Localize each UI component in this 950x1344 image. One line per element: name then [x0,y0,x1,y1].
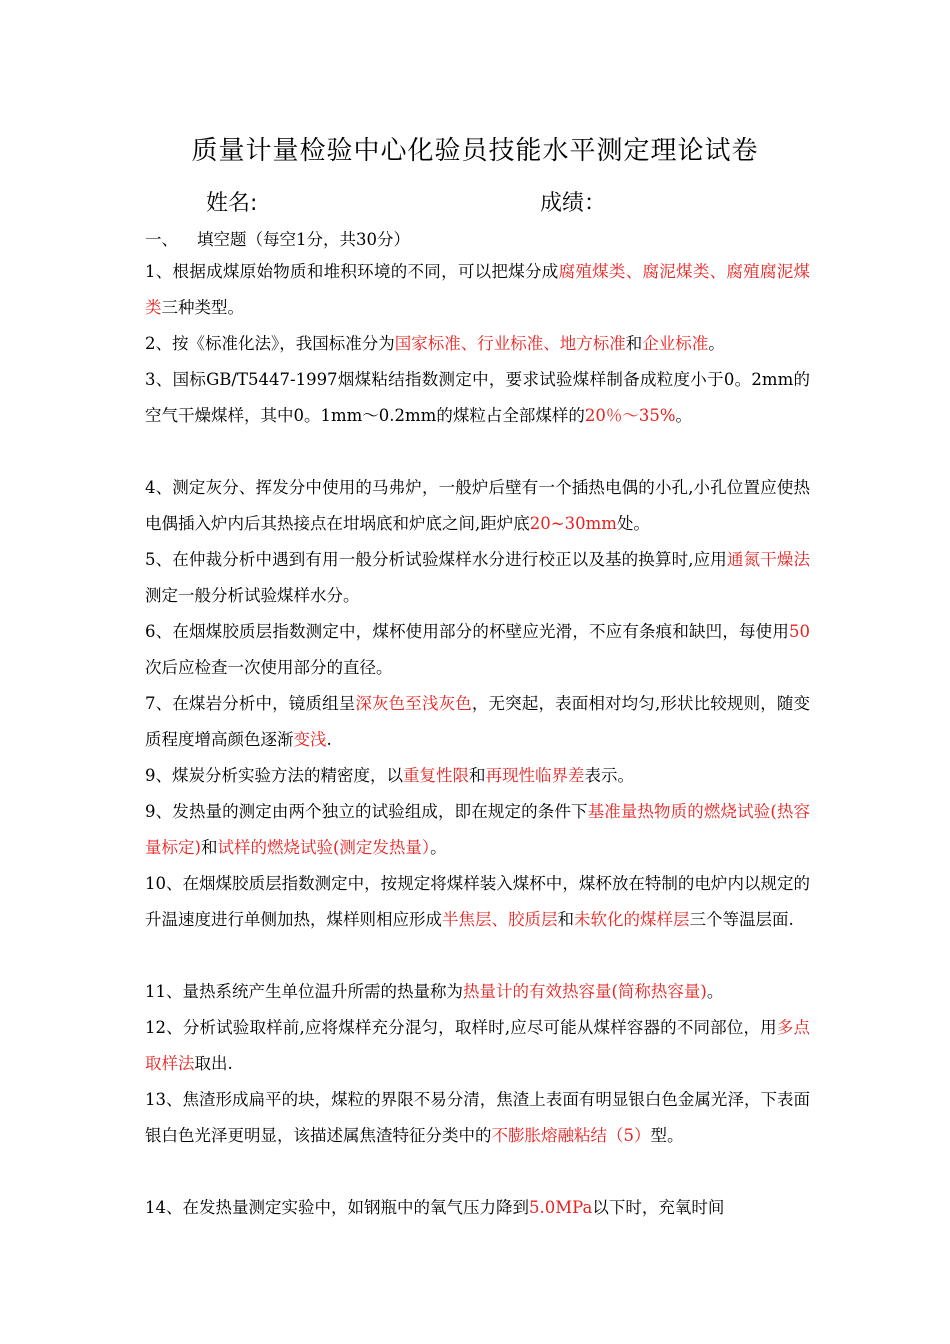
question-text: 3、国标GB/T5447-1997烟煤粘结指数测定中，要求试验煤样制备成粒度小于0。2mm的空气干燥煤样，其中0。1mm～0.2mm的煤粒占全部煤样的 [145,370,810,425]
answer-text: 半焦层、胶质层 [442,910,558,929]
answer-text: 不膨胀熔融粘结（5） [491,1126,651,1145]
question-text: ，无突起，表面相对均匀,形状比较规则，随变质程度增高颜色逐渐 [145,694,811,749]
section-heading [145,226,410,250]
question-text: 三种类型。 [161,298,244,317]
page-title: 质量计量检验中心化验员技能水平测定理论试卷 [191,136,759,166]
question-12 [145,1010,810,1082]
question-text: 和 [200,838,218,857]
question-text: 12、分析试验取样前,应将煤样充分混匀，取样时,应尽可能从煤样容器的不同部位，用 [145,1018,777,1037]
question-1 [145,254,810,326]
question-8 [145,758,810,794]
answer-text: 热量计的有效热容量(简称热容量) [463,982,707,1001]
question-text: 。 [675,406,692,425]
question-text: 9、煤炭分析实验方法的精密度，以 [145,766,403,785]
question-text: 。 [708,334,725,353]
question-text: . [326,730,332,749]
answer-text: 通氮干燥法 [726,550,810,569]
answer-text: 试样的燃烧试验(测定发热量） [217,838,431,857]
score-label: 成绩： [540,191,607,216]
answer-text: 变浅 [293,730,327,749]
question-text: 处。 [616,514,650,533]
answer-text: 5.0MPa [529,1198,593,1217]
question-10 [145,866,810,938]
answer-text: 再现性临界差 [485,766,585,785]
question-text: 以下时，充氧时间 [592,1198,725,1217]
section-number: 一、 [145,230,178,249]
answer-text: 重复性限 [403,766,469,785]
question-text: 4、测定灰分、挥发分中使用的马弗炉，一般炉后壁有一个插热电偶的小孔,小孔位置应使热电偶插入炉内后其热接点在坩埚底和炉底之间,距炉底 [145,478,810,533]
question-text: 。 [706,982,724,1001]
question-text: 取出. [194,1054,233,1073]
answer-text: 20％～35% [584,406,676,425]
question-6 [145,614,810,686]
question-13 [145,1082,810,1154]
question-text: 和 [469,766,486,785]
question-text: 型。 [650,1126,684,1145]
section-title: 填空题（每空1分，共30分） [197,230,410,249]
question-text: 1、根据成煤原始物质和堆积环境的不同，可以把煤分成 [145,262,559,281]
question-3 [145,362,810,434]
answer-text: 企业标准 [642,334,709,353]
answer-text: 未软化的煤样层 [574,910,690,929]
answer-text: 多点取样法 [145,1018,810,1073]
question-text: 。 [430,838,447,857]
answer-text: 深灰色至浅灰色 [355,694,472,713]
question-11 [145,974,810,1010]
question-7 [145,686,810,758]
question-2 [145,326,810,362]
question-text: 6、在烟煤胶质层指数测定中，煤杯使用部分的杯壁应光滑，不应有条痕和缺凹，每使用 [145,622,789,641]
answer-text: 腐殖煤类、腐泥煤类、腐殖腐泥煤类 [145,262,811,317]
question-text: 11、量热系统产生单位温升所需的热量称为 [145,982,463,1001]
question-text: 2、按《标准化法》，我国标准分为 [145,334,395,353]
answer-text: 基准量热物质的燃烧试验(热容量标定) [145,802,810,857]
answer-text: 国家标准、行业标准、地方标准 [394,334,626,353]
question-text: 测定一般分析试验煤样水分。 [145,586,360,605]
answer-text: 50 [789,622,810,641]
question-text: 和 [625,334,643,353]
name-label: 姓名: [206,191,258,216]
question-text: 10、在烟煤胶质层指数测定中，按规定将煤样装入煤杯中，煤杯放在特制的电炉内以规定的升温速度进行单侧加热，煤样则相应形成 [145,874,810,929]
question-text: 次后应检查一次使用部分的直径。 [145,658,393,677]
question-4 [145,470,810,542]
question-text: 13、焦渣形成扁平的块，煤粒的界限不易分清，焦渣上表面有明显银白色金属光泽，下表面银白色光泽更明显，该描述属焦渣特征分类中的 [145,1090,810,1145]
question-text: 表示。 [584,766,634,785]
answer-text: 20~30mm [529,514,617,533]
question-14 [145,1190,810,1226]
question-text: 7、在煤岩分析中，镜质组呈 [145,694,356,713]
question-text: 三个等温层面. [689,910,794,929]
question-9 [145,794,810,866]
question-text: 5、在仲裁分析中遇到有用一般分析试验煤样水分进行校正以及基的换算时,应用 [145,550,727,569]
question-text: 9、发热量的测定由两个独立的试验组成，即在规定的条件下 [145,802,588,821]
question-text: 和 [557,910,574,929]
question-text: 14、在发热量测定实验中，如钢瓶中的氧气压力降到 [145,1198,529,1217]
question-5 [145,542,810,614]
